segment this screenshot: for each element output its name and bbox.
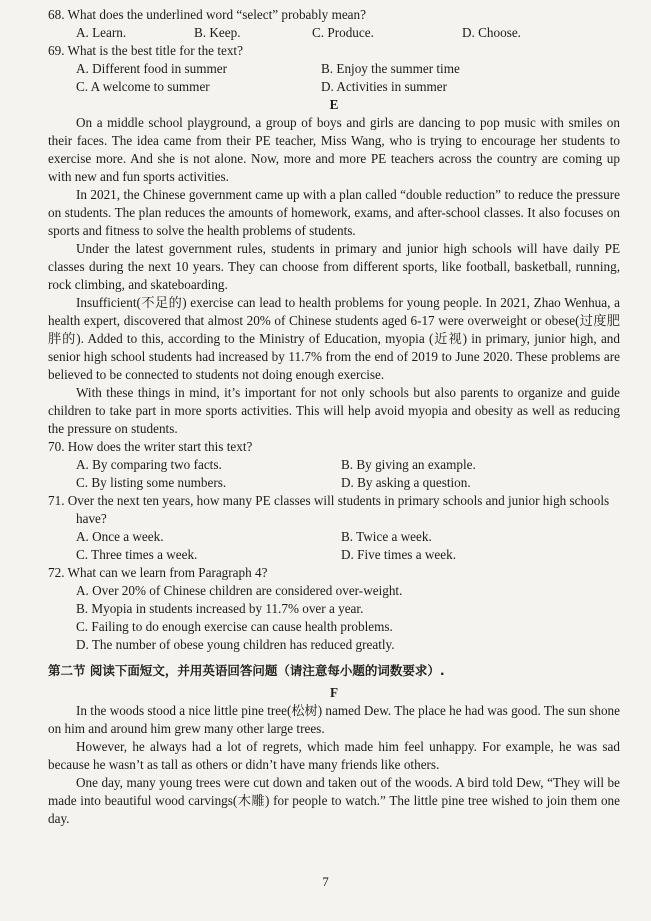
- options: [48, 456, 620, 492]
- option-b: B. Keep.: [194, 25, 241, 40]
- option-c: C. Failing to do enough exercise can cause health problems.: [76, 619, 393, 634]
- question-stem: 69. What is the best title for the text?: [48, 43, 243, 58]
- paragraph: On a middle school playground, a group of boys and girls are dancing to pop music with smiles on their faces. The idea came from their PE teacher, Miss Wang, who is trying to encourage her students to exercise more. And she is not alone. Now, more and more PE teachers across the country are coming up with new and fun sports activities.: [48, 115, 620, 184]
- option-d: D. The number of obese young children has reduced greatly.: [76, 637, 395, 652]
- passage-e: [48, 114, 620, 438]
- options: [48, 528, 620, 564]
- option-a: A. Different food in summer: [76, 61, 228, 76]
- option-a: A. Learn.: [76, 25, 127, 40]
- paragraph: With these things in mind, it’s important for not only schools but also parents to organize and guide children to take part in more sports activities. This will help avoid myopia and obesity as well as reducing the pressure on students.: [48, 385, 620, 436]
- option-d: D. Five times a week.: [341, 547, 456, 562]
- option-c: C. Three times a week.: [76, 547, 198, 562]
- option-b: B. By giving an example.: [341, 457, 476, 472]
- option-d: D. Choose.: [462, 25, 521, 40]
- option-a: A. Over 20% of Chinese children are considered over-weight.: [76, 583, 403, 598]
- question-69: [48, 42, 620, 96]
- passage-f: [48, 702, 620, 828]
- option-c: C. A welcome to summer: [76, 79, 210, 94]
- question-72: [48, 564, 620, 654]
- option-b: B. Enjoy the summer time: [321, 61, 460, 76]
- question-70: [48, 438, 620, 492]
- page-number: 7: [322, 874, 329, 889]
- question-71: [48, 492, 620, 564]
- question-stem: 68. What does the underlined word “select” probably mean?: [48, 7, 366, 22]
- question-68: [48, 6, 620, 42]
- option-b: B. Myopia in students increased by 11.7% over a year.: [76, 601, 364, 616]
- option-d: D. By asking a question.: [341, 475, 471, 490]
- paragraph: Insufficient(不足的) exercise can lead to health problems for young people. In 2021, Zhao Wenhua, a health expert, discovered that almost 20% of Chinese students aged 6-17 were overweight or obese(过度肥胖的). Added to this, according to the Ministry of Education, myopia (近视) in primary, junior high, and senior high school students had increased by 11.7% from the end of 2019 to June 2020. These problems are believed to be connected to students not doing enough exercise.: [48, 295, 620, 382]
- options: [48, 24, 620, 42]
- options: [48, 60, 620, 96]
- question-stem: 71. Over the next ten years, how many PE classes will students in primary schools and junior high schools have?: [48, 493, 610, 526]
- paragraph: One day, many young trees were cut down and taken out of the woods. A bird told Dew, “They will be made into beautiful wood carvings(木雕) for people to watch.” The little pine tree wished to join them one day.: [48, 775, 620, 826]
- option-a: A. Once a week.: [76, 529, 164, 544]
- question-stem: 70. How does the writer start this text?: [48, 439, 253, 454]
- question-stem: 72. What can we learn from Paragraph 4?: [48, 565, 268, 580]
- paragraph: Under the latest government rules, students in primary and junior high schools will have daily PE classes during the next 10 years. They can choose from different sports, like football, basketball, running, rock climbing, and skateboarding.: [48, 241, 620, 292]
- section-title: 第二节 阅读下面短文，并用英语回答问题（请注意每小题的词数要求）.: [48, 663, 445, 678]
- passage-heading-e: E: [329, 97, 339, 112]
- option-a: A. By comparing two facts.: [76, 457, 222, 472]
- paragraph: However, he always had a lot of regrets, which made him feel unhappy. For example, he was sad because he wasn’t as tall as others or didn’t have many friends like others.: [48, 739, 620, 772]
- option-d: D. Activities in summer: [321, 79, 448, 94]
- paragraph: In the woods stood a nice little pine tree(松树) named Dew. The place he had was good. The sun shone on him and around him grew many other large trees.: [48, 703, 620, 736]
- page-content: [48, 6, 620, 828]
- option-c: C. By listing some numbers.: [76, 475, 227, 490]
- passage-heading-f: F: [329, 685, 339, 700]
- option-c: C. Produce.: [312, 25, 374, 40]
- option-b: B. Twice a week.: [341, 529, 432, 544]
- paragraph: In 2021, the Chinese government came up with a plan called “double reduction” to reduce the pressure on students. The plan reduces the amounts of homework, exams, and after-school classes. It also focuses on sports and fitness to solve the health problems of students.: [48, 187, 620, 238]
